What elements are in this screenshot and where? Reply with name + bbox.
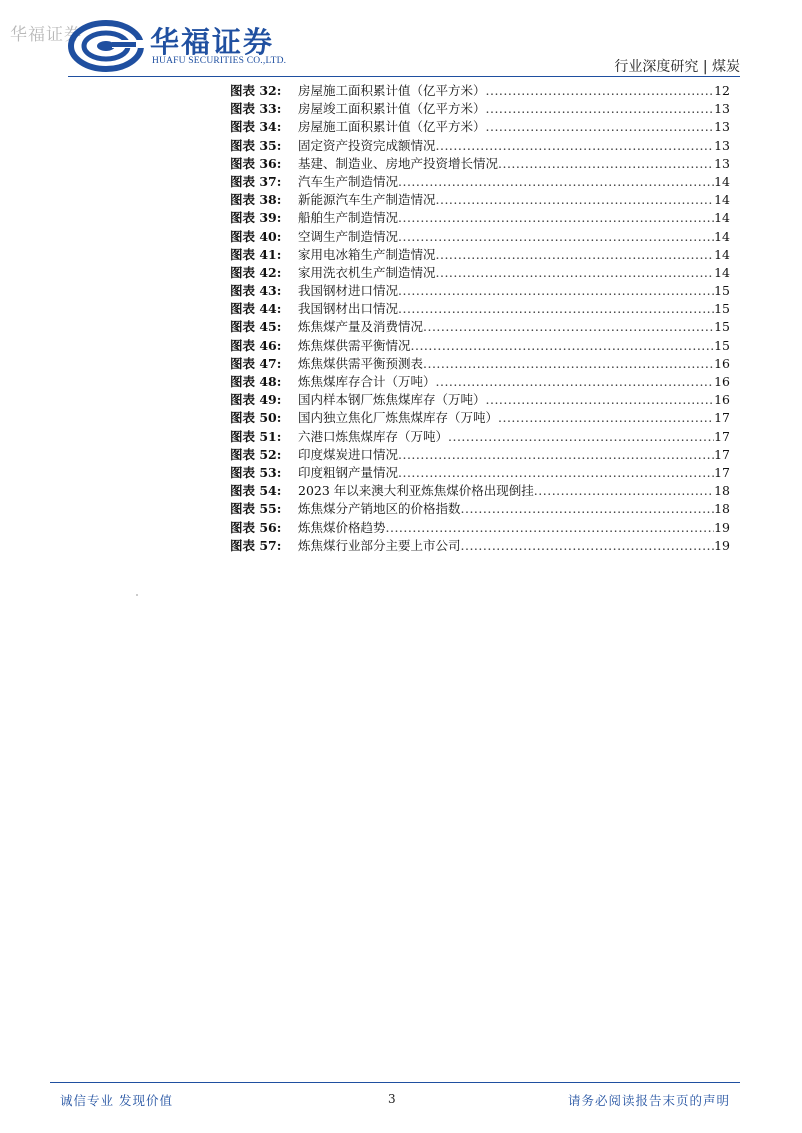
toc-page-number: 16 [714, 374, 730, 389]
toc-dot-leader [398, 465, 714, 480]
huafu-logo-icon [68, 20, 144, 72]
toc-figure-number: 图表 43: [230, 283, 282, 299]
toc-figure-number: 图表 46: [230, 337, 282, 353]
toc-figure-number: 图表 52: [230, 446, 282, 462]
footer-disclaimer-note: 请务必阅读报告末页的声明 [567, 1093, 730, 1108]
toc-figure-number: 图表 48: [230, 374, 282, 389]
toc-entry[interactable] [230, 281, 730, 299]
toc-figure-title: 船舶生产制造情况 [298, 210, 399, 226]
toc-page-number: 15 [714, 283, 730, 299]
toc-entry[interactable] [230, 172, 730, 190]
toc-dot-leader [498, 156, 714, 171]
toc-figure-number: 图表 38: [230, 192, 282, 208]
toc-page-number: 14 [714, 192, 730, 208]
toc-page-number: 13 [714, 137, 730, 153]
toc-figure-title: 炼焦煤分产销地区的价格指数 [298, 501, 461, 517]
toc-entry[interactable] [230, 336, 730, 354]
toc-figure-number: 图表 33: [230, 101, 282, 117]
toc-figure-title: 我国钢材进口情况 [298, 283, 399, 299]
report-section-label: 行业深度研究 | 煤炭 [614, 59, 740, 75]
toc-dot-leader [436, 265, 714, 280]
toc-page-number: 17 [714, 410, 730, 426]
toc-entry[interactable] [230, 81, 730, 99]
toc-dot-leader [398, 174, 714, 189]
toc-figure-number: 图表 47: [230, 355, 282, 371]
footer-slogan: 诚信专业 发现价值 [60, 1093, 173, 1108]
toc-entry[interactable] [230, 227, 730, 245]
logo-chinese-name: 华福证券 [150, 25, 275, 59]
toc-figure-number: 图表 53: [230, 464, 282, 480]
toc-entry[interactable] [230, 463, 730, 481]
toc-figure-title: 印度粗钢产量情况 [298, 464, 399, 480]
toc-figure-number: 图表 37: [230, 173, 282, 189]
toc-page-number: 13 [714, 119, 730, 135]
toc-figure-title: 炼焦煤行业部分主要上市公司 [298, 537, 461, 553]
toc-figure-number: 图表 39: [230, 210, 282, 226]
toc-figure-title: 基建、制造业、房地产投资增长情况 [298, 155, 499, 171]
toc-entry[interactable] [230, 445, 730, 463]
footer-divider [50, 1082, 740, 1083]
toc-entry[interactable] [230, 99, 730, 117]
toc-figure-number: 图表 56: [230, 519, 282, 535]
toc-figure-title: 炼焦煤供需平衡预测表 [298, 355, 424, 371]
toc-figure-number: 图表 54: [230, 483, 282, 499]
toc-dot-leader [486, 119, 714, 134]
toc-figure-title: 国内独立焦化厂炼焦煤库存（万吨） [298, 410, 499, 426]
toc-dot-leader [461, 538, 714, 553]
toc-dot-leader [423, 356, 714, 371]
toc-entry[interactable] [230, 390, 730, 408]
figure-table-of-contents [230, 81, 730, 554]
toc-entry[interactable] [230, 536, 730, 554]
toc-figure-number: 图表 50: [230, 410, 282, 426]
toc-entry[interactable] [230, 408, 730, 426]
toc-figure-title: 房屋施工面积累计值（亿平方米） [298, 119, 486, 135]
toc-page-number: 19 [714, 537, 730, 553]
toc-page-number: 16 [714, 392, 730, 408]
toc-dot-leader [423, 319, 714, 334]
toc-entry[interactable] [230, 354, 730, 372]
toc-dot-leader [436, 138, 714, 153]
toc-dot-leader [448, 429, 714, 444]
toc-entry[interactable] [230, 263, 730, 281]
toc-figure-title: 炼焦煤库存合计（万吨） [298, 374, 436, 389]
toc-figure-number: 图表 57: [230, 537, 282, 553]
toc-page-number: 14 [714, 228, 730, 244]
toc-page-number: 17 [714, 464, 730, 480]
toc-figure-number: 图表 44: [230, 301, 282, 317]
toc-page-number: 19 [714, 519, 730, 535]
logo-english-name: HUAFU SECURITIES CO.,LTD. [152, 56, 287, 66]
toc-figure-number: 图表 42: [230, 264, 282, 280]
toc-dot-leader [486, 392, 714, 407]
toc-figure-number: 图表 45: [230, 319, 282, 335]
toc-figure-title: 六港口炼焦煤库存（万吨） [298, 428, 449, 444]
toc-dot-leader [436, 247, 714, 262]
toc-figure-number: 图表 49: [230, 392, 282, 408]
toc-page-number: 18 [714, 483, 730, 499]
toc-entry[interactable] [230, 499, 730, 517]
toc-page-number: 16 [714, 355, 730, 371]
toc-figure-number: 图表 55: [230, 501, 282, 517]
toc-figure-title: 国内样本钢厂炼焦煤库存（万吨） [298, 392, 486, 408]
toc-page-number: 15 [714, 337, 730, 353]
toc-dot-leader [411, 338, 714, 353]
toc-figure-title: 空调生产制造情况 [298, 228, 399, 244]
toc-entry[interactable] [230, 372, 730, 390]
toc-page-number: 15 [714, 301, 730, 317]
watermark: 华福证券 [10, 25, 82, 45]
toc-page-number: 15 [714, 319, 730, 335]
header-divider [68, 76, 740, 77]
toc-dot-leader [436, 192, 714, 207]
toc-figure-title: 印度煤炭进口情况 [298, 446, 399, 462]
stray-mark [136, 594, 138, 596]
toc-page-number: 18 [714, 501, 730, 517]
toc-figure-title: 房屋竣工面积累计值（亿平方米） [298, 101, 486, 117]
toc-dot-leader [398, 301, 714, 316]
toc-figure-title: 汽车生产制造情况 [298, 173, 399, 189]
toc-entry[interactable] [230, 481, 730, 499]
toc-dot-leader [386, 520, 714, 535]
toc-page-number: 13 [714, 101, 730, 117]
toc-entry[interactable] [230, 245, 730, 263]
toc-dot-leader [398, 210, 714, 225]
toc-dot-leader [534, 483, 714, 498]
toc-figure-number: 图表 40: [230, 228, 282, 244]
toc-figure-number: 图表 34: [230, 119, 282, 135]
toc-figure-number: 图表 35: [230, 137, 282, 153]
toc-figure-number: 图表 51: [230, 428, 282, 444]
toc-figure-title: 家用洗衣机生产制造情况 [298, 264, 436, 280]
toc-dot-leader [398, 447, 714, 462]
toc-entry[interactable] [230, 518, 730, 536]
company-logo [68, 20, 308, 72]
toc-dot-leader [398, 283, 714, 298]
toc-dot-leader [398, 229, 714, 244]
toc-dot-leader [498, 410, 714, 425]
toc-entry[interactable] [230, 136, 730, 154]
toc-page-number: 14 [714, 173, 730, 189]
toc-figure-title: 固定资产投资完成额情况 [298, 137, 436, 153]
toc-page-number: 14 [714, 246, 730, 262]
toc-dot-leader [486, 101, 714, 116]
toc-entry[interactable] [230, 190, 730, 208]
toc-page-number: 14 [714, 264, 730, 280]
toc-figure-number: 图表 36: [230, 155, 282, 171]
toc-entry[interactable] [230, 208, 730, 226]
toc-entry[interactable] [230, 299, 730, 317]
toc-dot-leader [436, 374, 714, 389]
toc-figure-title: 新能源汽车生产制造情况 [298, 192, 436, 208]
toc-figure-title: 炼焦煤供需平衡情况 [298, 337, 411, 353]
toc-dot-leader [461, 501, 714, 516]
toc-figure-title: 2023 年以来澳大利亚炼焦煤价格出现倒挂 [298, 483, 534, 499]
toc-figure-title: 我国钢材出口情况 [298, 301, 399, 317]
toc-figure-title: 房屋施工面积累计值（亿平方米） [298, 83, 486, 98]
toc-page-number: 13 [714, 155, 730, 171]
toc-figure-number: 图表 32: [230, 83, 282, 98]
toc-figure-number: 图表 41: [230, 246, 282, 262]
toc-dot-leader [486, 83, 714, 98]
page-number: 3 [388, 1092, 396, 1106]
toc-figure-title: 炼焦煤价格趋势 [298, 519, 386, 535]
toc-entry[interactable] [230, 317, 730, 335]
toc-page-number: 17 [714, 446, 730, 462]
toc-page-number: 14 [714, 210, 730, 226]
toc-figure-title: 家用电冰箱生产制造情况 [298, 246, 436, 262]
toc-page-number: 12 [714, 83, 730, 98]
toc-entry[interactable] [230, 117, 730, 135]
toc-entry[interactable] [230, 427, 730, 445]
toc-figure-title: 炼焦煤产量及消费情况 [298, 319, 424, 335]
toc-page-number: 17 [714, 428, 730, 444]
toc-entry[interactable] [230, 154, 730, 172]
